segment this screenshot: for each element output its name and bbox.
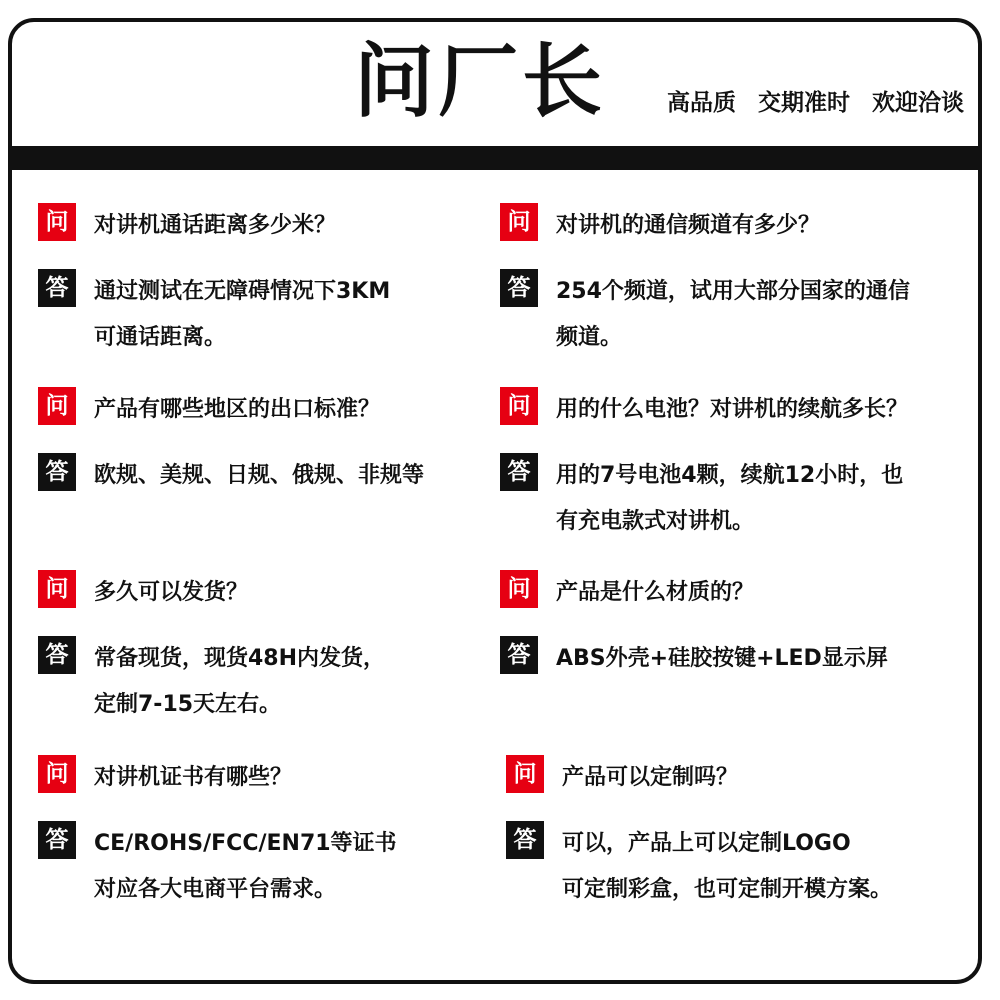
question-text: 多久可以发货？	[94, 580, 249, 605]
question-text: 产品是什么材质的？	[556, 580, 755, 605]
question-badge: 问	[506, 755, 544, 793]
qa-item-1	[38, 207, 488, 361]
header	[12, 22, 978, 144]
answer-line: 对应各大电商平台需求。	[94, 877, 337, 902]
answer-row	[506, 821, 956, 913]
header-divider-bar	[12, 146, 978, 170]
tagline-delivery: 交期准时	[757, 90, 850, 116]
answer-line: 用的7号电池4颗，续航12小时，也	[556, 463, 904, 488]
question-badge: 问	[38, 755, 76, 793]
answer-line: 可通话距离。	[94, 325, 227, 350]
question-badge: 问	[38, 203, 76, 241]
question-row	[506, 755, 956, 801]
question-row	[38, 755, 488, 801]
question-row	[38, 570, 488, 616]
qa-item-8	[506, 759, 956, 913]
qa-item-6	[500, 574, 950, 682]
qa-item-2	[500, 207, 950, 361]
question-row	[500, 387, 950, 433]
tagline-welcome: 欢迎洽谈	[872, 90, 964, 116]
question-text: 对讲机通话距离多少米？	[94, 213, 337, 238]
answer-line: ABS外壳+硅胶按键+LED显示屏	[556, 646, 888, 671]
qa-item-7	[38, 759, 488, 913]
answer-text	[562, 821, 956, 913]
answer-badge: 答	[500, 453, 538, 491]
page-frame	[8, 18, 982, 984]
answer-text	[94, 821, 488, 913]
answer-line: 频道。	[556, 325, 623, 350]
qa-item-4	[500, 391, 950, 545]
answer-line: 欧规、美规、日规、俄规、非规等	[94, 463, 425, 488]
question-badge: 问	[38, 570, 76, 608]
answer-badge: 答	[506, 821, 544, 859]
answer-line: 可定制彩盒，也可定制开模方案。	[562, 877, 893, 902]
answer-badge: 答	[500, 269, 538, 307]
answer-row	[38, 821, 488, 913]
question-row	[500, 203, 950, 249]
question-row	[500, 570, 950, 616]
page-title: 问厂长	[354, 35, 606, 128]
qa-item-5	[38, 574, 488, 728]
answer-row	[38, 636, 488, 728]
question-badge: 问	[500, 203, 538, 241]
answer-line: 常备现货，现货48H内发货，	[94, 646, 386, 671]
answer-badge: 答	[38, 821, 76, 859]
answer-row	[38, 269, 488, 361]
answer-text	[94, 453, 488, 499]
answer-text	[556, 636, 950, 682]
answer-line: 定制7-15天左右。	[94, 692, 282, 717]
answer-text	[94, 636, 488, 728]
answer-row	[500, 636, 950, 682]
tagline-quality: 高品质	[666, 90, 736, 116]
answer-badge: 答	[38, 453, 76, 491]
answer-line: 可以，产品上可以定制LOGO	[562, 831, 851, 856]
answer-text	[556, 453, 950, 545]
question-text: 对讲机的通信频道有多少？	[556, 213, 821, 238]
question-text: 产品有哪些地区的出口标准？	[94, 397, 381, 422]
answer-badge: 答	[38, 636, 76, 674]
answer-line: 通过测试在无障碍情况下3KM	[94, 279, 391, 304]
answer-line: CE/ROHS/FCC/EN71等证书	[94, 831, 397, 856]
question-badge: 问	[500, 570, 538, 608]
question-row	[38, 203, 488, 249]
tagline	[667, 88, 964, 118]
answer-row	[38, 453, 488, 499]
answer-line: 254个频道，试用大部分国家的通信	[556, 279, 910, 304]
answer-row	[500, 453, 950, 545]
answer-text	[94, 269, 488, 361]
answer-badge: 答	[38, 269, 76, 307]
answer-badge: 答	[500, 636, 538, 674]
answer-row	[500, 269, 950, 361]
question-text: 产品可以定制吗？	[562, 765, 739, 790]
question-badge: 问	[500, 387, 538, 425]
question-row	[38, 387, 488, 433]
question-text: 对讲机证书有哪些？	[94, 765, 293, 790]
qa-item-3	[38, 391, 488, 499]
answer-text	[556, 269, 950, 361]
answer-line: 有充电款式对讲机。	[556, 509, 755, 534]
question-text: 用的什么电池？对讲机的续航多长？	[556, 397, 909, 422]
question-badge: 问	[38, 387, 76, 425]
